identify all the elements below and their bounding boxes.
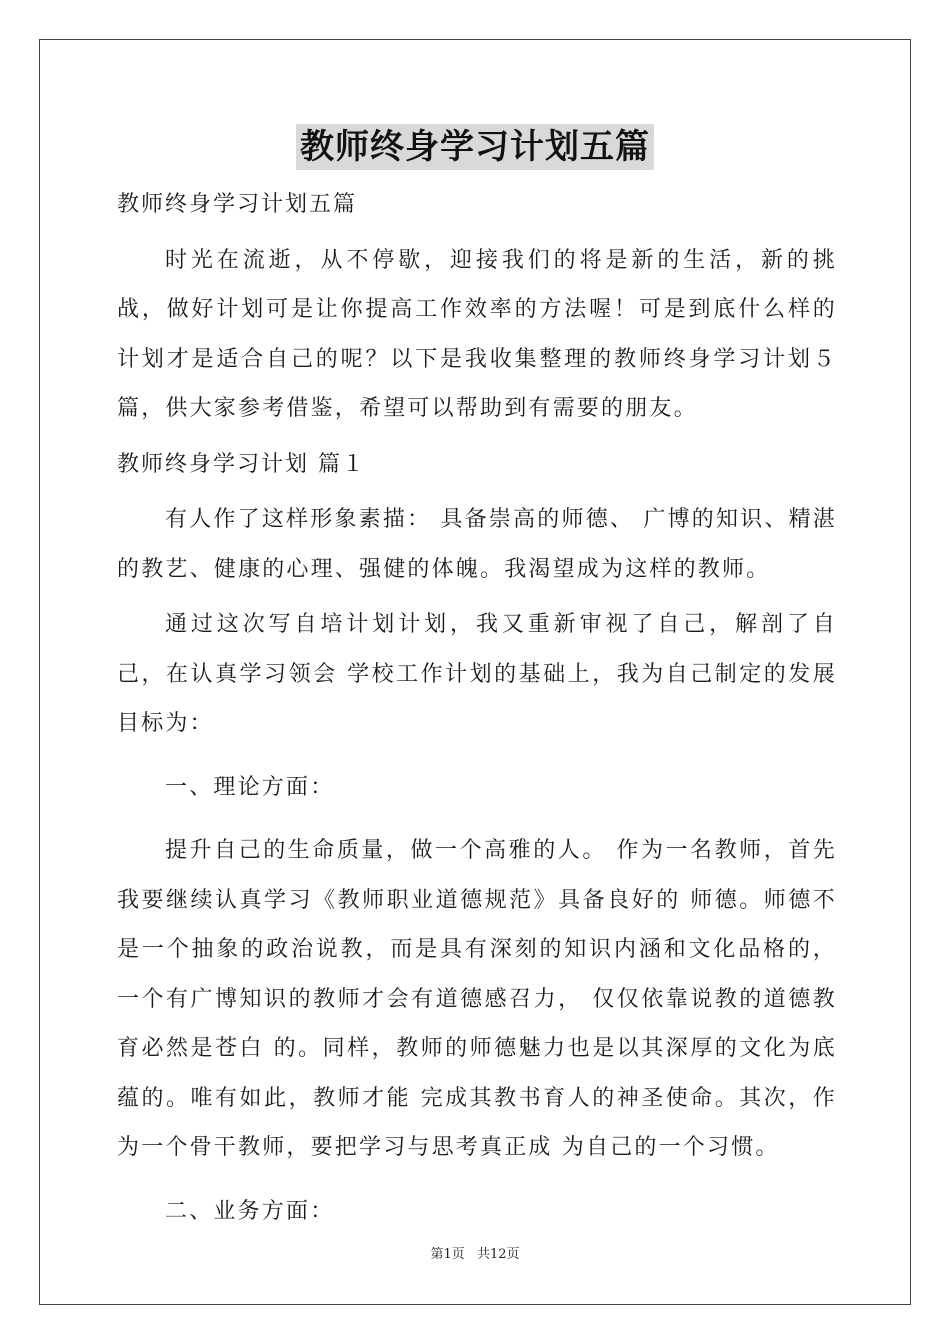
- document-subtitle: 教师终身学习计划五篇: [117, 192, 358, 217]
- page-total: 共12页: [476, 1247, 520, 1262]
- document-body: [117, 180, 837, 1236]
- page-number: 第1页: [430, 1247, 465, 1262]
- document-title: 教师终身学习计划五篇: [296, 124, 654, 170]
- subsection-heading-theory: 一、理论方面：: [165, 774, 335, 800]
- title-container: [0, 124, 950, 170]
- body-paragraph: 通过这次写自培计划计划，我又重新审视了自己，解剖了自己，在认真学习领会 学校工作计划的基础上，我为自己制定的发展目标为：: [117, 612, 837, 736]
- body-paragraph: 有人作了这样形象素描： 具备崇高的师德、 广博的知识、精湛的教艺、健康的心理、强健的体魄。我渴望成为这样的教师。: [117, 507, 837, 582]
- page-footer: [0, 1243, 950, 1262]
- subsection-heading-business: 二、业务方面：: [165, 1198, 335, 1224]
- intro-paragraph: 时光在流逝，从不停歇，迎接我们的将是新的生活，新的挑战，做好计划可是让你提高工作效率的方法喔！可是到底什么样的计划才是适合自己的呢？以下是我收集整理的教师终身学习计划５篇，供大家参考借鉴，希望可以帮助到有需要的朋友。: [117, 247, 837, 421]
- section-heading-1: 教师终身学习计划 篇１: [117, 451, 366, 477]
- body-paragraph: 提升自己的生命质量，做一个高雅的人。 作为一名教师，首先我要继续认真学习《教师职业道德规范》具备良好的 师德。师德不是一个抽象的政治说教，而是具有深刻的知识内涵和文化品格的，一个有广博知识的教师才会有道德感召力， 仅仅依靠说教的道德教育必然是苍白 的。同样，教师的师德魅力也是以其深厚的文化为底蕴的。唯有如此，教师才能 完成其教书育人的神圣使命。其次，作为一个骨干教师，要把学习与思考真正成 为自己的一个习惯。: [117, 838, 837, 1160]
